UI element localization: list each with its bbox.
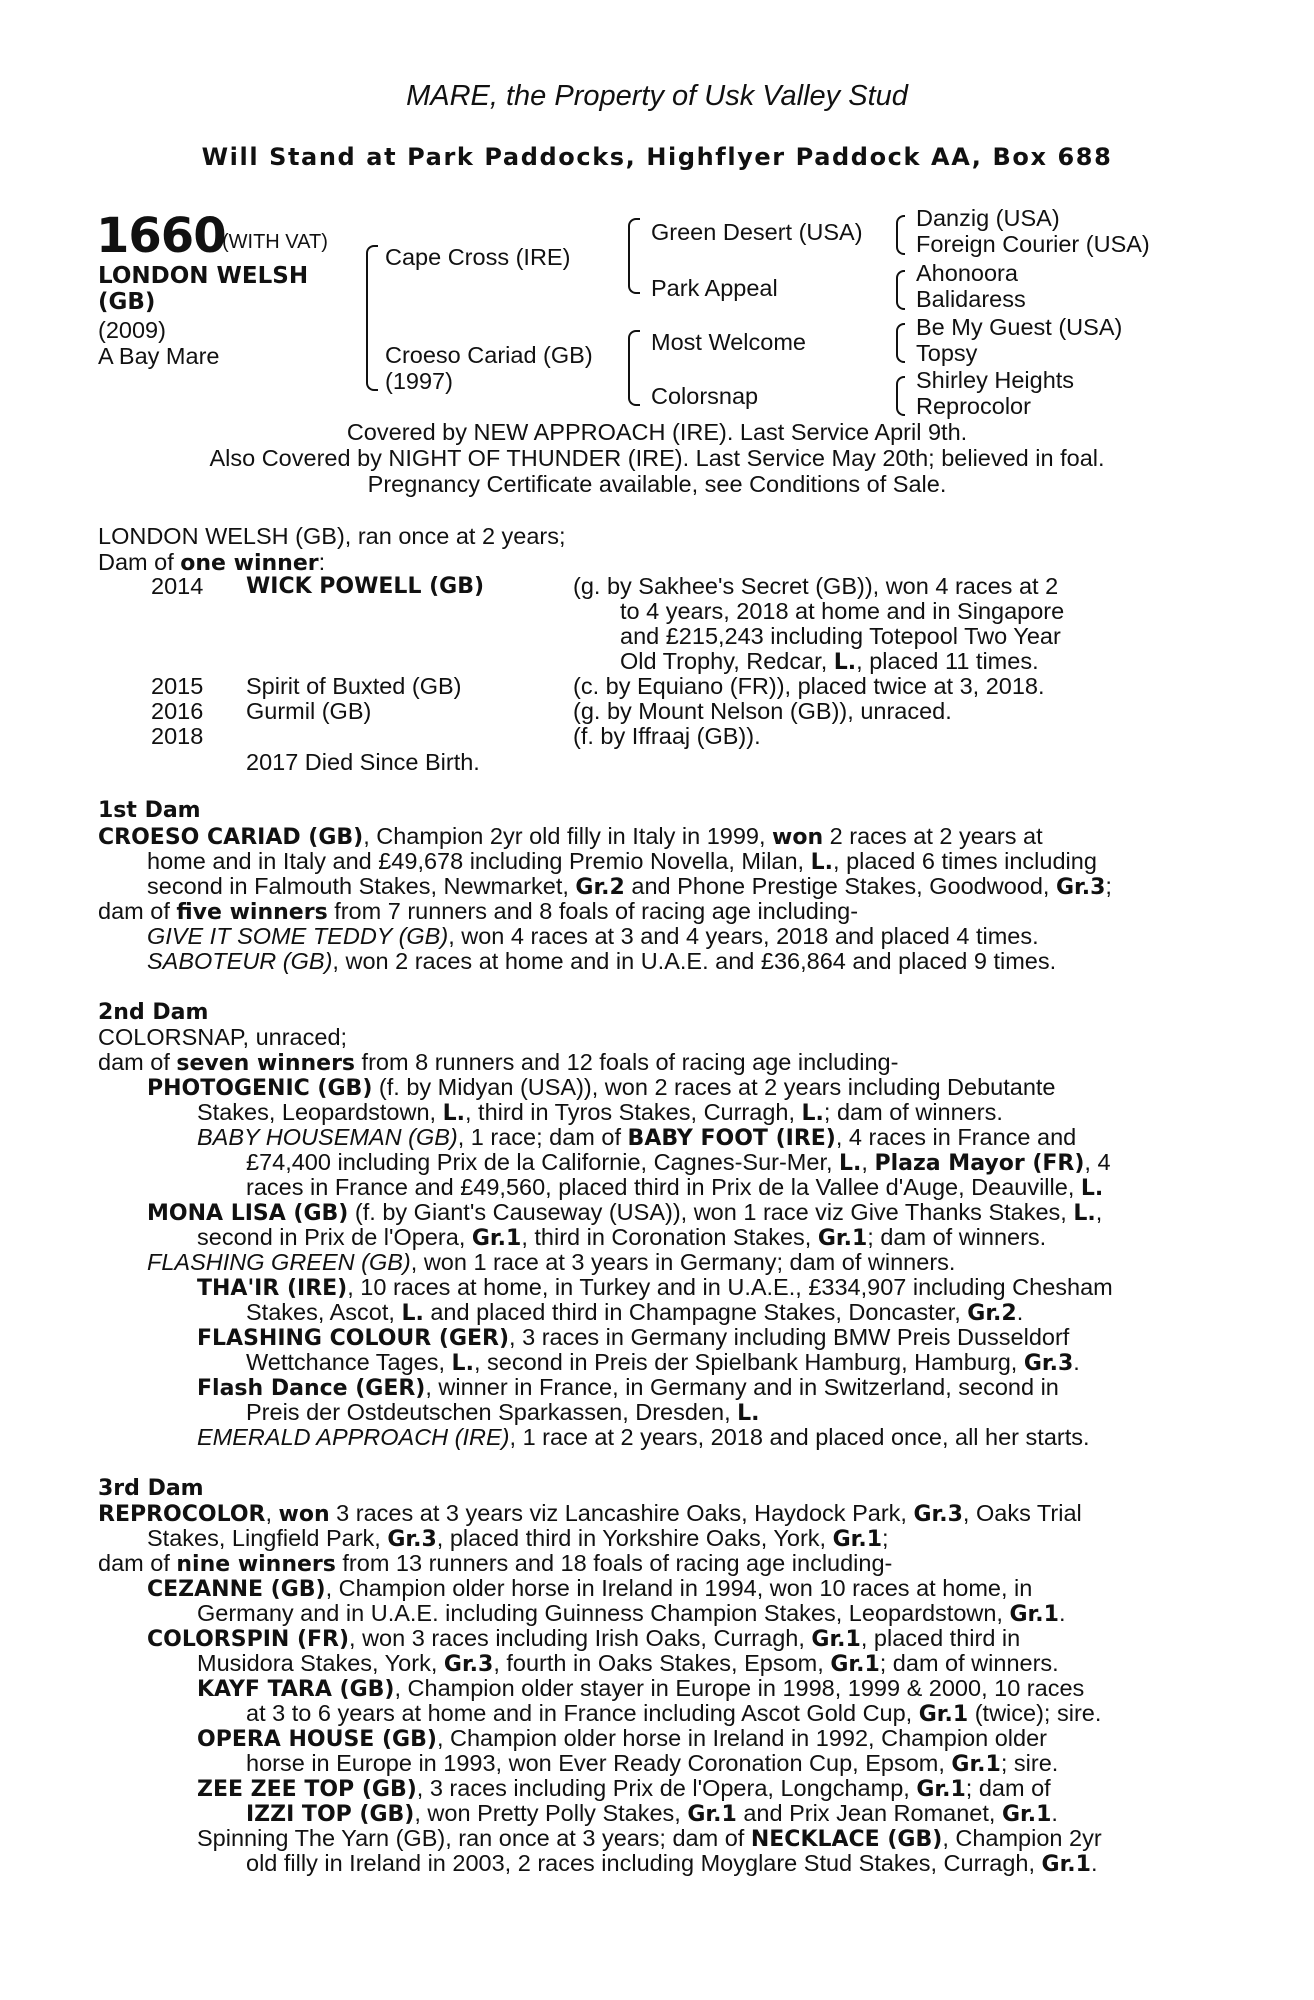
text: and placed third in Champagne Stakes, Doncaster, (423, 1299, 968, 1325)
group-marker: Gr.1 (918, 1702, 969, 1727)
progeny-name: SABOTEUR (GB) (147, 948, 333, 974)
produce-name: WICK POWELL (GB) (246, 574, 485, 599)
third-dam-line (246, 1801, 1058, 1828)
won-marker: won (278, 1502, 330, 1527)
text: from 8 runners and 12 foals of racing age including- (355, 1049, 899, 1075)
second-dam-line (246, 1175, 1103, 1202)
text: from 13 runners and 18 foals of racing age including- (335, 1550, 893, 1576)
second-dam-line (246, 1400, 760, 1427)
progeny-name: FLASHING GREEN (GB) (147, 1249, 411, 1275)
group-marker: Gr.2 (575, 875, 625, 900)
text: , 10 races at home, in Turkey and in U.A.E., £334,907 including Chesham (347, 1274, 1113, 1300)
progeny-name: IZZI TOP (GB) (246, 1802, 415, 1827)
text: dam of (98, 1550, 177, 1576)
text: , fourth in Oaks Stakes, Epsom, (493, 1650, 831, 1676)
dam-of-line (98, 550, 325, 577)
text: (twice); sire. (968, 1700, 1102, 1726)
text: Germany and in U.A.E. including Guinness Champion Stakes, Leopardstown, (197, 1600, 1010, 1626)
text: , placed third in (860, 1625, 1021, 1651)
progeny-name: NECKLACE (GB) (750, 1827, 943, 1852)
text: home and in Italy and £49,678 including Premio Novella, Milan, (147, 848, 811, 874)
text: , 1 race at 2 years, 2018 and placed once, all her starts. (509, 1424, 1090, 1450)
first-dam-line (98, 824, 1043, 851)
dam-sire: Most Welcome (651, 329, 806, 355)
text: , placed 11 times. (856, 648, 1039, 674)
third-dam-line (197, 1601, 1065, 1628)
text: Old Trophy, Redcar, (620, 648, 834, 674)
second-dam-line (147, 1075, 1056, 1102)
second-dam-line: COLORSNAP, unraced; (98, 1024, 348, 1050)
produce-details-cont: to 4 years, 2018 at home and in Singapore (620, 598, 1065, 624)
text: ; sire. (1000, 1750, 1059, 1776)
listed-marker: L. (401, 1301, 424, 1326)
third-dam-line (197, 1726, 1047, 1753)
text: , (861, 1149, 875, 1175)
ancestor-1: Danzig (USA) (916, 205, 1060, 231)
third-dam-line (147, 1576, 1032, 1603)
text: horse in Europe in 1993, won Ever Ready Coronation Cup, Epsom, (246, 1750, 952, 1776)
dam-dam: Colorsnap (651, 383, 759, 409)
group-marker: Gr.1 (832, 1527, 883, 1552)
third-dam-line (197, 1676, 1084, 1703)
text: , third in Tyros Stakes, Curragh, (464, 1099, 802, 1125)
produce-year: 2015 (151, 673, 204, 699)
covering-line-2: Also Covered by NIGHT OF THUNDER (IRE). Last Service May 20th; believed in foal. (209, 445, 1105, 471)
stand-location: Will Stand at Park Paddocks, Highflyer Paddock AA, Box 688 (201, 143, 1113, 171)
text: , 3 races in Germany including BMW Preis Dusseldorf (509, 1324, 1070, 1350)
third-dam-line (147, 1626, 1020, 1653)
produce-intro: LONDON WELSH (GB), ran once at 2 years; (98, 523, 566, 549)
text: , won Pretty Polly Stakes, (414, 1800, 688, 1826)
produce-year: 2014 (151, 573, 204, 599)
third-dam-line (197, 1776, 1051, 1803)
ancestor-6: Topsy (916, 340, 978, 366)
progeny-name: BABY FOOT (IRE) (627, 1126, 836, 1151)
text: , won 3 races including Irish Oaks, Curragh, (349, 1625, 812, 1651)
vat-note: (WITH VAT) (222, 231, 328, 253)
dam-of-count: one winner (180, 551, 319, 576)
sire-dam: Park Appeal (651, 275, 778, 301)
pedigree-brace-g1 (896, 215, 905, 255)
text: Stakes, Ascot, (246, 1299, 402, 1325)
third-dam-line (98, 1501, 1082, 1528)
second-dam-line (147, 1200, 1102, 1227)
group-marker: Gr.1 (1009, 1602, 1059, 1627)
progeny-name: Plaza Mayor (FR) (874, 1151, 1085, 1176)
text: . (1058, 1600, 1066, 1626)
listed-marker: L. (810, 850, 834, 875)
first-dam-line (147, 874, 1112, 901)
produce-details: (g. by Mount Nelson (GB)), unraced. (573, 698, 952, 724)
text: , Champion older horse in Ireland in 1994, won 10 races at home, in (325, 1575, 1033, 1601)
produce-details-cont: and £215,243 including Totepool Two Year (620, 623, 1061, 649)
second-dam-line (147, 1250, 955, 1276)
produce-details: (f. by Iffraaj (GB)). (573, 723, 761, 749)
text: (f. by Giant's Causeway (USA)), won 1 race viz Give Thanks Stakes, (348, 1199, 1074, 1225)
dam-year: (1997) (385, 368, 453, 394)
text: , placed third in Yorkshire Oaks, York, (436, 1525, 833, 1551)
progeny-name: BABY HOUSEMAN (GB) (197, 1124, 458, 1150)
text: , Champion older stayer in Europe in 1998, 1999 & 2000, 10 races (394, 1675, 1085, 1701)
group-marker: Gr.3 (443, 1652, 494, 1677)
covering-line-3: Pregnancy Certificate available, see Conditions of Sale. (367, 471, 947, 497)
section-heading-2nd-dam: 2nd Dam (98, 1000, 209, 1025)
group-marker: Gr.1 (817, 1226, 868, 1251)
foaling-year: (2009) (98, 317, 166, 343)
lot-number: 1660 (96, 208, 226, 264)
progeny-name: PHOTOGENIC (GB) (147, 1076, 373, 1101)
second-dam-line (197, 1425, 1090, 1451)
progeny-name: MONA LISA (GB) (147, 1201, 349, 1226)
winners-count: seven winners (176, 1051, 356, 1076)
text: , won 2 races at home and in U.A.E. and £36,864 and placed 9 times. (332, 948, 1057, 974)
third-dam-line (246, 1701, 1101, 1728)
text: from 7 runners and 8 foals of racing age including- (327, 898, 859, 924)
horse-description: A Bay Mare (98, 343, 220, 369)
dam-of-suffix: : (318, 549, 326, 575)
text: dam of (98, 898, 177, 924)
text: . (1090, 1850, 1098, 1876)
ancestor-3: Ahonoora (916, 260, 1018, 286)
text: ; dam of winners. (867, 1224, 1047, 1250)
produce-details-cont (620, 649, 1039, 676)
ancestor-5: Be My Guest (USA) (916, 314, 1123, 340)
text: , Champion older horse in Ireland in 1992, Champion older (436, 1725, 1047, 1751)
produce-details: (c. by Equiano (FR)), placed twice at 3, 2018. (573, 673, 1045, 699)
progeny-name: Flash Dance (GER) (197, 1376, 426, 1401)
progeny-name: CEZANNE (GB) (147, 1577, 326, 1602)
produce-year: 2016 (151, 698, 204, 724)
listed-marker: L. (451, 1351, 474, 1376)
group-marker: Gr.1 (951, 1752, 1001, 1777)
text: , 3 races including Prix de l'Opera, Longchamp, (416, 1775, 917, 1801)
progeny-name: OPERA HOUSE (GB) (197, 1727, 437, 1752)
dam-of-prefix: Dam of (98, 549, 181, 575)
winners-count: five winners (176, 900, 328, 925)
text: Preis der Ostdeutschen Sparkassen, Dresden, (246, 1399, 738, 1425)
text: ; (882, 1525, 889, 1551)
text: . (1016, 1299, 1024, 1325)
progeny-name: COLORSPIN (FR) (147, 1627, 350, 1652)
horse-name: LONDON WELSH (98, 263, 309, 289)
listed-marker: L. (1080, 1176, 1104, 1201)
ancestor-8: Reprocolor (916, 393, 1031, 419)
winners-count: nine winners (176, 1552, 336, 1577)
group-marker: Gr.1 (687, 1802, 737, 1827)
third-dam-line (246, 1751, 1058, 1778)
text: , 1 race; dam of (457, 1124, 628, 1150)
listed-marker: L. (801, 1101, 824, 1126)
text: and Prix Jean Romanet, (736, 1800, 1002, 1826)
second-dam-line (197, 1225, 1046, 1252)
text: , won 4 races at 3 and 4 years, 2018 and placed 4 times. (448, 923, 1039, 949)
pedigree-brace-sire (628, 218, 640, 294)
group-marker: Gr.1 (916, 1777, 966, 1802)
text: at 3 to 6 years at home and in France including Ascot Gold Cup, (246, 1700, 919, 1726)
pedigree-brace-g4 (896, 376, 905, 416)
produce-name: Spirit of Buxted (GB) (246, 673, 462, 699)
text: , placed 6 times including (833, 848, 1097, 874)
second-dam-line (246, 1150, 1111, 1177)
pedigree-brace-dam (628, 330, 640, 406)
text: second in Prix de l'Opera, (197, 1224, 472, 1250)
first-dam-line (98, 899, 858, 926)
ancestor-4: Balidaress (916, 286, 1026, 312)
group-marker: Gr.3 (387, 1527, 437, 1552)
group-marker: Gr.3 (913, 1502, 963, 1527)
produce-details: (g. by Sakhee's Secret (GB)), won 4 races at 2 (573, 573, 1059, 599)
second-dam-line (246, 1350, 1080, 1377)
text: races in France and £49,560, placed third in Prix de la Vallee d'Auge, Deauville, (246, 1174, 1081, 1200)
second-dam-line (197, 1275, 1113, 1302)
first-dam-line (147, 849, 1097, 876)
text: , Champion 2yr old filly in Italy in 1999, (363, 823, 773, 849)
text: , 4 races in France and (835, 1124, 1077, 1150)
listed-marker: L. (839, 1151, 862, 1176)
text: , won 1 race at 3 years in Germany; dam of winners. (410, 1249, 956, 1275)
text: , Champion 2yr (942, 1825, 1102, 1851)
produce-year: 2018 (151, 723, 204, 749)
text: ; dam of winners. (879, 1650, 1059, 1676)
pedigree-brace-main (366, 245, 378, 391)
won-marker: won (772, 825, 824, 850)
second-dam-line (197, 1100, 1003, 1127)
text: , second in Preis der Spielbank Hamburg, Hamburg, (473, 1349, 1024, 1375)
group-marker: Gr.2 (967, 1301, 1017, 1326)
listed-marker: L. (442, 1101, 465, 1126)
text: . (1073, 1349, 1080, 1375)
text: , third in Coronation Stakes, (521, 1224, 818, 1250)
dam-name: CROESO CARIAD (GB) (98, 825, 364, 850)
text: ; (1105, 873, 1112, 899)
text: and Phone Prestige Stakes, Goodwood, (624, 873, 1056, 899)
first-dam-line (147, 949, 1056, 975)
group-marker: Gr.1 (1041, 1852, 1091, 1877)
section-heading-3rd-dam: 3rd Dam (98, 1476, 204, 1501)
section-heading-1st-dam: 1st Dam (98, 798, 201, 823)
progeny-name: KAYF TARA (GB) (197, 1677, 395, 1702)
text: , 4 (1084, 1149, 1111, 1175)
produce-died-note: 2017 Died Since Birth. (246, 749, 480, 775)
second-dam-line (246, 1300, 1023, 1327)
dam-name: REPROCOLOR (98, 1502, 266, 1527)
covering-line-1: Covered by NEW APPROACH (IRE). Last Service April 9th. (346, 419, 968, 445)
text: Stakes, Leopardstown, (197, 1099, 443, 1125)
group-marker: Gr.1 (830, 1652, 880, 1677)
text: ; dam of winners. (823, 1099, 1003, 1125)
text: Stakes, Lingfield Park, (147, 1525, 388, 1551)
ancestor-2: Foreign Courier (USA) (916, 231, 1150, 257)
text: dam of (98, 1049, 177, 1075)
group-marker: Gr.3 (1055, 875, 1106, 900)
text: , winner in France, in Germany and in Switzerland, second in (425, 1374, 1059, 1400)
text: . (1051, 1800, 1058, 1826)
pedigree-brace-g2 (896, 270, 905, 310)
progeny-name: THA'IR (IRE) (197, 1276, 348, 1301)
second-dam-line (197, 1375, 1059, 1402)
first-dam-line (147, 924, 1039, 950)
third-dam-line (98, 1551, 892, 1578)
group-marker: Gr.1 (1001, 1802, 1052, 1827)
third-dam-line (246, 1851, 1097, 1878)
ancestor-7: Shirley Heights (916, 367, 1075, 393)
sire-sire: Green Desert (USA) (651, 219, 863, 245)
produce-name: Gurmil (GB) (246, 698, 372, 724)
group-marker: Gr.3 (1023, 1351, 1074, 1376)
text: old filly in Ireland in 2003, 2 races including Moyglare Stud Stakes, Curragh, (246, 1850, 1042, 1876)
text: 2 races at 2 years at (823, 823, 1043, 849)
text: , (1095, 1199, 1103, 1225)
text: Musidora Stakes, York, (197, 1650, 444, 1676)
second-dam-line (98, 1050, 898, 1077)
listed-marker: L. (737, 1401, 760, 1426)
text: , Oaks Trial (962, 1500, 1082, 1526)
third-dam-line (147, 1526, 889, 1553)
horse-origin: (GB) (98, 289, 156, 315)
progeny-name: ZEE ZEE TOP (GB) (197, 1777, 417, 1802)
page-title: MARE, the Property of Usk Valley Stud (406, 80, 908, 112)
group-marker: Gr.1 (471, 1226, 522, 1251)
progeny-name: EMERALD APPROACH (IRE) (197, 1424, 510, 1450)
listed-marker: L. (1073, 1201, 1096, 1226)
text: ; dam of (965, 1775, 1051, 1801)
pedigree-brace-g3 (896, 323, 905, 363)
text: second in Falmouth Stakes, Newmarket, (147, 873, 576, 899)
progeny-name: FLASHING COLOUR (GER) (197, 1326, 510, 1351)
dam: Croeso Cariad (GB) (385, 342, 593, 368)
third-dam-line (197, 1651, 1059, 1678)
group-marker: Gr.1 (811, 1627, 861, 1652)
second-dam-line (197, 1125, 1076, 1152)
text: 3 races at 3 years viz Lancashire Oaks, Haydock Park, (329, 1500, 914, 1526)
listed-marker: L. (833, 650, 857, 675)
second-dam-line (197, 1325, 1069, 1352)
third-dam-line (197, 1826, 1102, 1853)
text: , (265, 1500, 279, 1526)
text: Spinning The Yarn (GB), ran once at 3 years; dam of (197, 1825, 751, 1851)
sire: Cape Cross (IRE) (385, 244, 571, 270)
progeny-name: GIVE IT SOME TEDDY (GB) (147, 923, 449, 949)
text: Wettchance Tages, (246, 1349, 452, 1375)
text: £74,400 including Prix de la Californie, Cagnes-Sur-Mer, (246, 1149, 840, 1175)
text: (f. by Midyan (USA)), won 2 races at 2 years including Debutante (372, 1074, 1056, 1100)
